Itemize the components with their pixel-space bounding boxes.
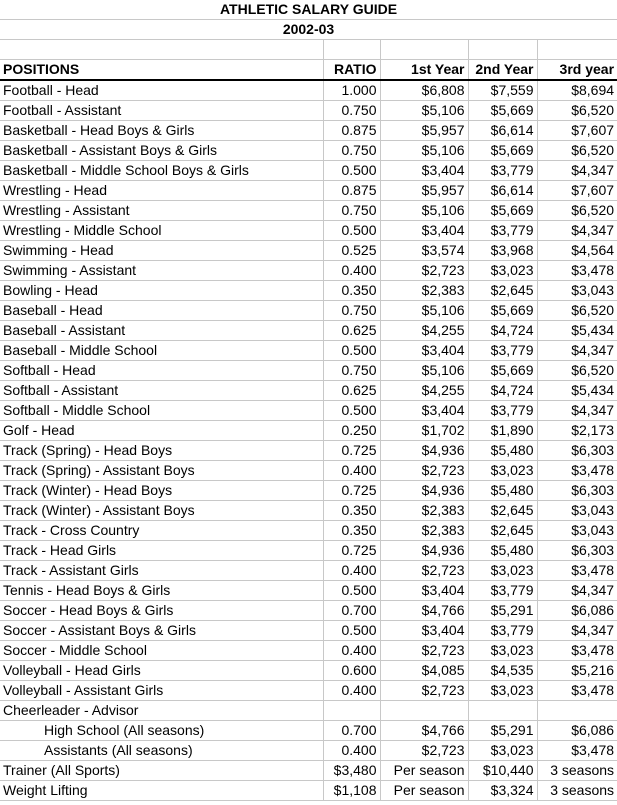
cell-year-1: $3,404 [380,221,468,241]
cell-position: Track (Winter) - Head Boys [0,481,323,501]
cell-year-2: $3,023 [468,741,537,761]
cell-year-3: $3,043 [537,521,617,541]
cell-year-2: $3,779 [468,401,537,421]
table-row [0,601,617,621]
cell-year-1: $3,404 [380,161,468,181]
cell-ratio: 0.625 [323,321,380,341]
cell-ratio: 0.750 [323,141,380,161]
cell-position: Softball - Middle School [0,401,323,421]
cell-year-3: $3,043 [537,281,617,301]
cell-year-2: $5,669 [468,141,537,161]
cell-year-3: $6,086 [537,721,617,741]
cell-year-2: $5,480 [468,441,537,461]
table-row [0,621,617,641]
cell-year-2: $3,023 [468,561,537,581]
cell-ratio: 0.400 [323,641,380,661]
cell-position: Swimming - Assistant [0,261,323,281]
blank-row [0,40,617,60]
table-row [0,641,617,661]
cell-ratio: 0.725 [323,541,380,561]
table-row [0,201,617,221]
cell-year-3: $5,216 [537,661,617,681]
cell-year-3: $3,043 [537,501,617,521]
cell-year-2: $2,645 [468,521,537,541]
cell-year-3: $3,478 [537,741,617,761]
cell-position: Track (Winter) - Assistant Boys [0,501,323,521]
cell-ratio: 0.525 [323,241,380,261]
table-row [0,421,617,441]
cell-year-1: $4,255 [380,321,468,341]
cell-year-2: $4,724 [468,321,537,341]
table-row [0,101,617,121]
cell-year-2: $3,023 [468,641,537,661]
table-row [0,161,617,181]
cell-year-3: $6,520 [537,301,617,321]
cell-year-1: $2,723 [380,641,468,661]
cell-position: Volleyball - Assistant Girls [0,681,323,701]
cell-position: Weight Lifting [0,781,323,801]
cell-position: High School (All seasons) [0,721,323,741]
cell-year-1: $2,383 [380,281,468,301]
cell-ratio: 0.500 [323,401,380,421]
table-row [0,381,617,401]
cell-ratio: 0.400 [323,261,380,281]
table-row [0,181,617,201]
cell-ratio: $1,108 [323,781,380,801]
cell-position: Basketball - Assistant Boys & Girls [0,141,323,161]
cell-year-1: $4,255 [380,381,468,401]
cell-year-3: $2,173 [537,421,617,441]
cell-year-1: $5,106 [380,101,468,121]
header-3rd-year: 3rd year [537,60,617,81]
cell-ratio: 0.625 [323,381,380,401]
cell-position: Football - Assistant [0,101,323,121]
cell-position: Track - Cross Country [0,521,323,541]
cell-ratio: 0.500 [323,581,380,601]
table-row [0,721,617,741]
cell-year-3: $4,564 [537,241,617,261]
cell-ratio: 1.000 [323,80,380,101]
header-row [0,60,617,81]
cell-position: Baseball - Assistant [0,321,323,341]
cell-year-3: $3,478 [537,461,617,481]
table-row [0,681,617,701]
cell-year-2: $3,779 [468,161,537,181]
cell-year-2: $3,968 [468,241,537,261]
cell-year-2: $4,535 [468,661,537,681]
cell-position: Basketball - Middle School Boys & Girls [0,161,323,181]
table-row [0,281,617,301]
cell-year-3: $6,520 [537,141,617,161]
cheer-label-row [0,701,617,721]
cell-year-3: $4,347 [537,161,617,181]
cell-year-2: $2,645 [468,281,537,301]
cell-position: Baseball - Head [0,301,323,321]
cell-year-1: $5,106 [380,201,468,221]
cell-year-2: $7,559 [468,80,537,101]
cell-position: Tennis - Head Boys & Girls [0,581,323,601]
cell-year-1: $4,766 [380,721,468,741]
cell-year-2: $3,779 [468,221,537,241]
cell-year-1: $5,106 [380,141,468,161]
table-row [0,541,617,561]
table-row [0,501,617,521]
cell-position: Bowling - Head [0,281,323,301]
table-row [0,441,617,461]
header-ratio: RATIO [323,60,380,81]
cell-year-1: $5,957 [380,181,468,201]
cell-position: Wrestling - Head [0,181,323,201]
cell-year-2: $5,669 [468,101,537,121]
header-1st-year: 1st Year [380,60,468,81]
cell-year-3: $4,347 [537,221,617,241]
cell-year-3: $4,347 [537,621,617,641]
cell-year-2: $10,440 [468,761,537,781]
cell-position: Assistants (All seasons) [0,741,323,761]
table-row [0,261,617,281]
table-row [0,341,617,361]
cell-ratio: 0.750 [323,201,380,221]
cell-position: Softball - Head [0,361,323,381]
cell-year-1: Per season [380,781,468,801]
cell-year-2: $5,480 [468,481,537,501]
cell-year-1: $4,085 [380,661,468,681]
cell-ratio: 0.750 [323,301,380,321]
table-row [0,521,617,541]
cell-year-2: $6,614 [468,181,537,201]
cell-ratio: 0.400 [323,561,380,581]
cell-position: Volleyball - Head Girls [0,661,323,681]
cell-ratio: $3,480 [323,761,380,781]
cell-position: Soccer - Middle School [0,641,323,661]
cell-ratio: 0.500 [323,161,380,181]
cell-year-1: $2,723 [380,681,468,701]
cell-ratio: 0.725 [323,481,380,501]
cell-ratio: 0.875 [323,181,380,201]
cell-year-1: $4,936 [380,481,468,501]
cell-year-1: $2,723 [380,261,468,281]
table-row [0,321,617,341]
cell-year-2: $5,291 [468,721,537,741]
cell-ratio: 0.250 [323,421,380,441]
cell-ratio: 0.600 [323,661,380,681]
cell-year-1: $3,574 [380,241,468,261]
cell-year-1: $2,723 [380,561,468,581]
cell-ratio: 0.350 [323,281,380,301]
year-row [0,20,617,40]
cell-ratio: 0.725 [323,441,380,461]
table-row [0,481,617,501]
cell-year-2: $3,779 [468,341,537,361]
cell-year-1: $4,936 [380,441,468,461]
cell-year-1: $3,404 [380,581,468,601]
cell-year-1: $2,383 [380,521,468,541]
cell-year-2: $3,023 [468,261,537,281]
cell-year-2: $1,890 [468,421,537,441]
cell-ratio: 0.500 [323,221,380,241]
table-row [0,661,617,681]
title-row [0,0,617,20]
table-row [0,761,617,781]
cell-year-1: $3,404 [380,341,468,361]
cell-year-3: $3,478 [537,561,617,581]
cell-year-3: $6,520 [537,201,617,221]
cell-position: Golf - Head [0,421,323,441]
cheer-label: Cheerleader - Advisor [0,701,323,721]
table-row [0,241,617,261]
cell-year-3: $4,347 [537,401,617,421]
cell-position: Basketball - Head Boys & Girls [0,121,323,141]
cell-year-2: $2,645 [468,501,537,521]
cell-year-3: $6,520 [537,361,617,381]
cell-year-3: 3 seasons [537,781,617,801]
table-row [0,301,617,321]
cell-year-1: $2,383 [380,501,468,521]
cell-position: Wrestling - Assistant [0,201,323,221]
cell-position: Track (Spring) - Head Boys [0,441,323,461]
cell-year-1: $5,106 [380,361,468,381]
cell-position: Track (Spring) - Assistant Boys [0,461,323,481]
cell-ratio: 0.875 [323,121,380,141]
cell-year-3: $3,478 [537,681,617,701]
table-row [0,461,617,481]
cell-year-1: $4,766 [380,601,468,621]
table-row [0,221,617,241]
cell-year-3: $3,478 [537,641,617,661]
cell-year-3: $7,607 [537,181,617,201]
cell-year-2: $5,669 [468,361,537,381]
cell-position: Soccer - Assistant Boys & Girls [0,621,323,641]
sheet-year: 2002-03 [0,20,617,40]
cell-year-3: $6,086 [537,601,617,621]
cell-year-2: $4,724 [468,381,537,401]
cell-year-2: $3,023 [468,461,537,481]
cell-year-3: $3,478 [537,261,617,281]
cell-year-3: 3 seasons [537,761,617,781]
cell-position: Trainer (All Sports) [0,761,323,781]
cell-year-2: $5,669 [468,301,537,321]
cell-ratio: 0.500 [323,341,380,361]
cell-position: Baseball - Middle School [0,341,323,361]
table-row [0,80,617,101]
cell-year-3: $5,434 [537,381,617,401]
table-row [0,581,617,601]
cell-year-2: $3,023 [468,681,537,701]
cell-position: Swimming - Head [0,241,323,261]
cell-year-1: Per season [380,761,468,781]
cell-year-1: $5,106 [380,301,468,321]
table-row [0,401,617,421]
cell-ratio: 0.400 [323,461,380,481]
cell-position: Football - Head [0,80,323,101]
cell-year-1: $2,723 [380,741,468,761]
table-row [0,741,617,761]
cell-year-2: $3,779 [468,581,537,601]
cell-year-2: $5,291 [468,601,537,621]
cell-year-3: $4,347 [537,341,617,361]
header-positions: POSITIONS [0,60,323,81]
cell-ratio: 0.400 [323,741,380,761]
header-2nd-year: 2nd Year [468,60,537,81]
cell-year-1: $4,936 [380,541,468,561]
cell-year-1: $3,404 [380,621,468,641]
cell-ratio: 0.400 [323,681,380,701]
cell-ratio: 0.700 [323,601,380,621]
cell-year-3: $6,303 [537,441,617,461]
cell-position: Track - Assistant Girls [0,561,323,581]
cell-year-1: $1,702 [380,421,468,441]
cell-year-3: $6,520 [537,101,617,121]
cell-year-2: $3,324 [468,781,537,801]
cell-year-1: $5,957 [380,121,468,141]
cell-year-2: $5,480 [468,541,537,561]
cell-year-1: $2,723 [380,461,468,481]
cell-position: Track - Head Girls [0,541,323,561]
cell-year-3: $8,694 [537,80,617,101]
cell-position: Wrestling - Middle School [0,221,323,241]
cell-year-1: $3,404 [380,401,468,421]
cell-position: Soccer - Head Boys & Girls [0,601,323,621]
table-row [0,561,617,581]
table-row [0,141,617,161]
sheet-title: ATHLETIC SALARY GUIDE [0,0,617,20]
cell-year-3: $4,347 [537,581,617,601]
cell-year-3: $6,303 [537,481,617,501]
cell-ratio: 0.350 [323,501,380,521]
cell-year-1: $6,808 [380,80,468,101]
cell-year-2: $5,669 [468,201,537,221]
cell-ratio: 0.750 [323,101,380,121]
table-row [0,361,617,381]
cell-year-2: $3,779 [468,621,537,641]
cell-year-3: $7,607 [537,121,617,141]
table-row [0,121,617,141]
cell-year-2: $6,614 [468,121,537,141]
cell-ratio: 0.500 [323,621,380,641]
cell-year-3: $6,303 [537,541,617,561]
table-row [0,781,617,801]
cell-position: Softball - Assistant [0,381,323,401]
cell-ratio: 0.700 [323,721,380,741]
cell-ratio: 0.350 [323,521,380,541]
cell-year-3: $5,434 [537,321,617,341]
cell-ratio: 0.750 [323,361,380,381]
